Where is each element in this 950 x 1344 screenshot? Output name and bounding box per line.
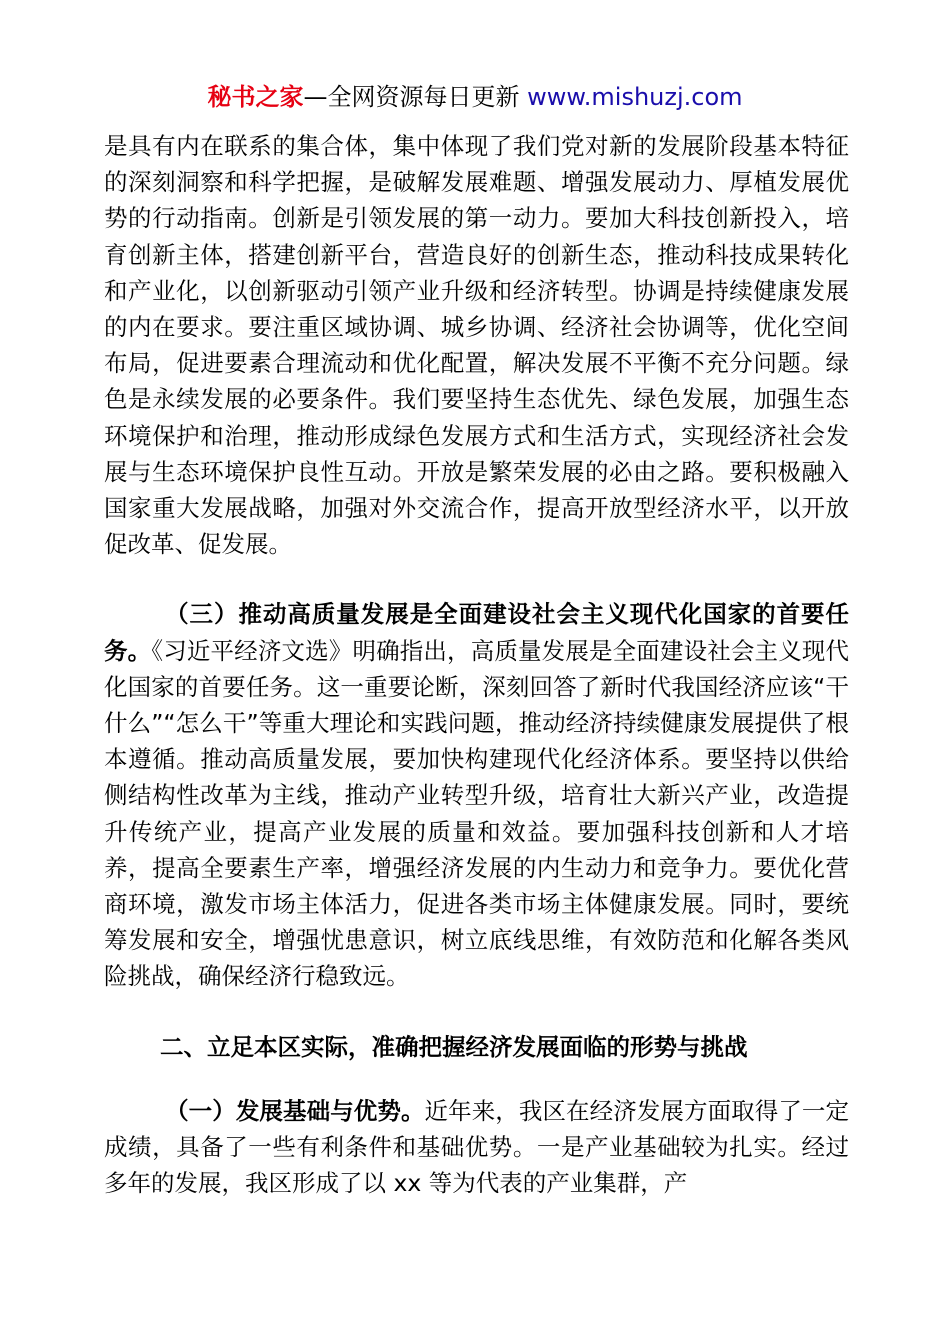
header-tagline: —全网资源每日更新: [303, 83, 528, 111]
paragraph-3: [104, 1093, 849, 1202]
section-heading-2: 二、立足本区实际，准确把握经济发展面临的形势与挑战: [160, 1032, 748, 1061]
header-site-link[interactable]: www.mishuzj.com: [527, 83, 743, 111]
paragraph-gap: [104, 995, 849, 1029]
paragraph-gap: [104, 1065, 849, 1093]
header-brand: 秘书之家: [207, 83, 304, 111]
paragraph-1: 是具有内在联系的集合体，集中体现了我们党对新的发展阶段基本特征的深刻洞察和科学把握，是破解发展难题、增强发展动力、厚植发展优势的行动指南。创新是引领发展的第一动力。要加大科技创新投入，培育创新主体，搭建创新平台，营造良好的创新生态，推动科技成果转化和产业化，以创新驱动引领产业升级和经济转型。协调是持续健康发展的内在要求。要注重区域协调、城乡协调、经济社会协调等，优化空间布局，促进要素合理流动和优化配置，解决发展不平衡不充分问题。绿色是永续发展的必要条件。我们要坚持生态优先、绿色发展，加强生态环境保护和治理，推动形成绿色发展方式和生活方式，实现经济社会发展与生态环境保护良性互动。开放是繁荣发展的必由之路。要积极融入国家重大发展战略，加强对外交流合作，提高开放型经济水平，以开放促改革、促发展。: [104, 132, 849, 559]
paragraph-2-bold-lead: （三）推动高质量发展是全面建设社会主义现代化国家的首要任务。: [104, 600, 849, 665]
document-body: [104, 128, 849, 1201]
paragraph-2: [104, 596, 849, 994]
page-header: [0, 80, 950, 114]
paragraph-gap: [104, 562, 849, 596]
paragraph-3-text: 近年来，我区在经济发展方面取得了一定成绩，具备了一些有利条件和基础优势。一是产业基础较为扎实。经过多年的发展，我区形成了以 xx 等为代表的产业集群，产: [104, 1096, 850, 1198]
paragraph-2-text: 《习近平经济文选》明确指出，高质量发展是全面建设社会主义现代化国家的首要任务。这一重要论断，深刻回答了新时代我国经济应该“干什么”“怎么干”等重大理论和实践问题，推动经济持续健康发展提供了根本遵循。推动高质量发展，要加快构建现代化经济体系。要坚持以供给侧结构性改革为主线，推动产业转型升级，培育壮大新兴产业，改造提升传统产业，提高产业发展的质量和效益。要加强科技创新和人才培养，提高全要素生产率，增强经济发展的内生动力和竞争力。要优化营商环境，激发市场主体活力，促进各类市场主体健康发展。同时，要统筹发展和安全，增强忧患意识，树立底线思维，有效防范和化解各类风险挑战，确保经济行稳致远。: [104, 636, 850, 991]
paragraph-3-bold-lead: （一）发展基础与优势。: [165, 1096, 425, 1125]
